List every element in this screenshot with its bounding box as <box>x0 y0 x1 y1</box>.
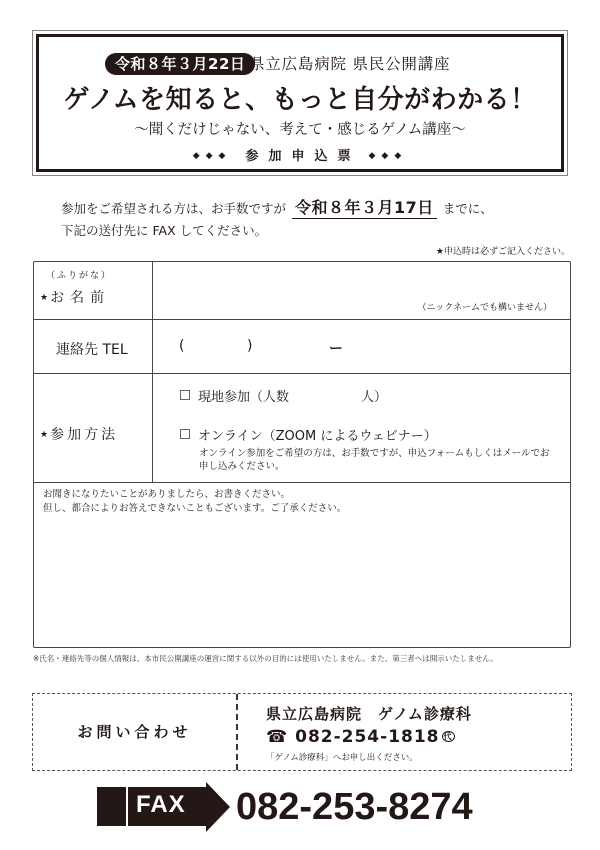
intro-text-after: までに、 <box>442 201 493 216</box>
diamond-icon: ◆◆◆ <box>368 151 408 161</box>
representative-mark: 代 <box>443 732 453 741</box>
online-label: オンライン（ZOOM によるウェビナー） <box>198 429 437 444</box>
deadline-date: 令和８年３月17日 <box>292 198 437 219</box>
comments-instructions <box>43 488 346 516</box>
method-label-text: 参加方法 <box>50 427 119 443</box>
tel-label: 連絡先 TEL <box>56 342 128 358</box>
subtitle: 〜聞くだけじゃない、考えて・感じるゲノム講座〜 <box>134 122 466 138</box>
privacy-note: ※氏名・連絡先等の個人情報は、本市民公開講座の運営に関する以外の目的には使用いたしません。また、第三者へは開示いたしません。 <box>33 654 498 663</box>
comments-line-1: お聞きになりたいことがありましたら、お書きください。 <box>43 489 291 500</box>
area-code-close-paren: ) <box>247 338 253 354</box>
required-note: ★申込時は必ずご記入ください。 <box>435 247 570 257</box>
diamond-icon: ◆◆◆ <box>192 151 232 161</box>
phone-number: 082-254-1818 <box>295 727 440 747</box>
intro-text-before: 参加をご希望される方は、お手数ですが <box>61 201 287 216</box>
method-label <box>40 424 118 444</box>
header-box <box>32 30 568 176</box>
intro-line-1 <box>61 198 493 219</box>
organizer-title: 県立広島病院 県民公開講座 <box>249 55 451 73</box>
phone-icon: ☎ <box>266 727 289 747</box>
comments-input-area[interactable] <box>34 518 569 646</box>
online-checkbox[interactable] <box>180 429 190 439</box>
main-title: ゲノムを知ると、もっと自分がわかる！ <box>63 85 537 115</box>
fax-arrow-tail <box>97 787 126 826</box>
star-icon: ★ <box>40 293 49 303</box>
star-icon: ★ <box>40 430 49 440</box>
tel-input-field[interactable] <box>154 320 570 372</box>
tel-dash: ー <box>329 341 343 357</box>
nickname-hint: （ニックネームでも構いません） <box>417 303 552 313</box>
contact-box <box>32 693 572 771</box>
row-divider <box>34 482 570 483</box>
fax-number: 082-253-8274 <box>236 786 473 828</box>
contact-phone <box>266 727 455 747</box>
contact-label: お問い合わせ <box>77 723 192 741</box>
onsite-label-suffix: 人） <box>361 390 388 405</box>
option-onsite[interactable] <box>180 386 387 405</box>
contact-note: 「ゲノム診療科」へお申し出ください。 <box>266 753 418 763</box>
department-name: 県立広島病院 ゲノム診療科 <box>266 705 472 723</box>
onsite-checkbox[interactable] <box>180 390 190 400</box>
comments-line-2: 但し、都合によりお答えできないこともございます。ご了承ください。 <box>43 503 347 514</box>
column-divider <box>152 262 153 482</box>
form-label <box>39 147 561 166</box>
onsite-label: 現地参加（人数 <box>198 390 290 405</box>
furigana-label: （ふりがな） <box>46 271 113 281</box>
row-divider <box>34 373 570 374</box>
contact-divider <box>236 694 238 770</box>
application-form-table <box>33 261 571 648</box>
name-label <box>40 287 110 307</box>
intro-line-2: 下記の送付先に FAX してください。 <box>61 223 268 238</box>
header-frame <box>36 34 564 172</box>
name-label-text: お名前 <box>50 290 111 306</box>
online-note: オンライン参加をご希望の方は、お手数ですが、申込フォームもしくはメールでお申し込みください。 <box>199 448 550 472</box>
fax-label: FAX <box>136 791 186 818</box>
area-code-open-paren: ( <box>179 338 185 354</box>
form-label-text: 参加申込票 <box>245 149 361 164</box>
option-online[interactable] <box>180 425 437 444</box>
event-date-badge: 令和８年３月22日 <box>105 53 255 75</box>
